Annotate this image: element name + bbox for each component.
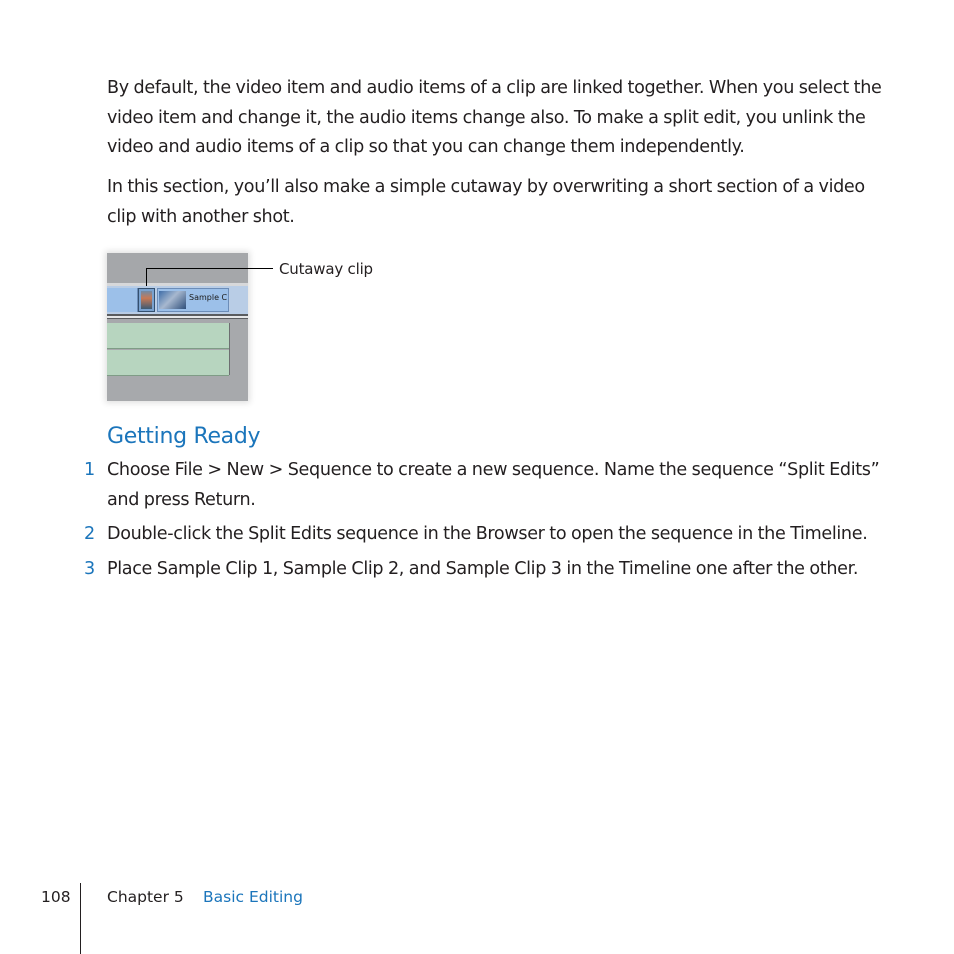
step-text: Choose File > New > Sequence to create a new sequence. Name the sequence “Split Edits” and press Return. [107, 460, 880, 510]
video-clip-left [107, 288, 138, 312]
step-number: 2 [84, 524, 96, 544]
step-number: 3 [84, 559, 96, 579]
intro-paragraph: By default, the video item and audio items of a clip are linked together. When you select the video item and change it, the audio items change also. To make a split edit, you unlink the video and audio items of a clip so that you can change them independently. [107, 78, 882, 157]
step-text: Place Sample Clip 1, Sample Clip 2, and Sample Clip 3 in the Timeline one after the other. [107, 559, 859, 579]
audio-track-gap [229, 323, 248, 375]
audio-track-2 [107, 350, 229, 376]
step-text: Double-click the Split Edits sequence in the Browser to open the sequence in the Timeline. [107, 524, 868, 544]
footer-chapter-title: Basic Editing [203, 888, 303, 906]
footer-rule [80, 883, 81, 954]
timeline-figure [107, 253, 248, 401]
callout-line-vertical [146, 268, 147, 286]
cutaway-clip-thumbnail [141, 291, 152, 309]
step-number: 1 [84, 460, 96, 480]
track-separator-shadow [107, 318, 248, 319]
page-number: 108 [41, 888, 71, 906]
audio-track-1 [107, 323, 229, 349]
sample-clip-label: Sample C [189, 293, 228, 302]
footer-chapter: Chapter 5 [107, 888, 184, 906]
cutaway-paragraph: In this section, you’ll also make a simple cutaway by overwriting a short section of a video clip with another shot. [107, 177, 865, 227]
callout-line-horizontal [146, 268, 273, 269]
sample-clip-thumbnail [159, 291, 186, 309]
cutaway-clip-callout: Cutaway clip [279, 260, 373, 278]
section-heading: Getting Ready [107, 424, 261, 449]
